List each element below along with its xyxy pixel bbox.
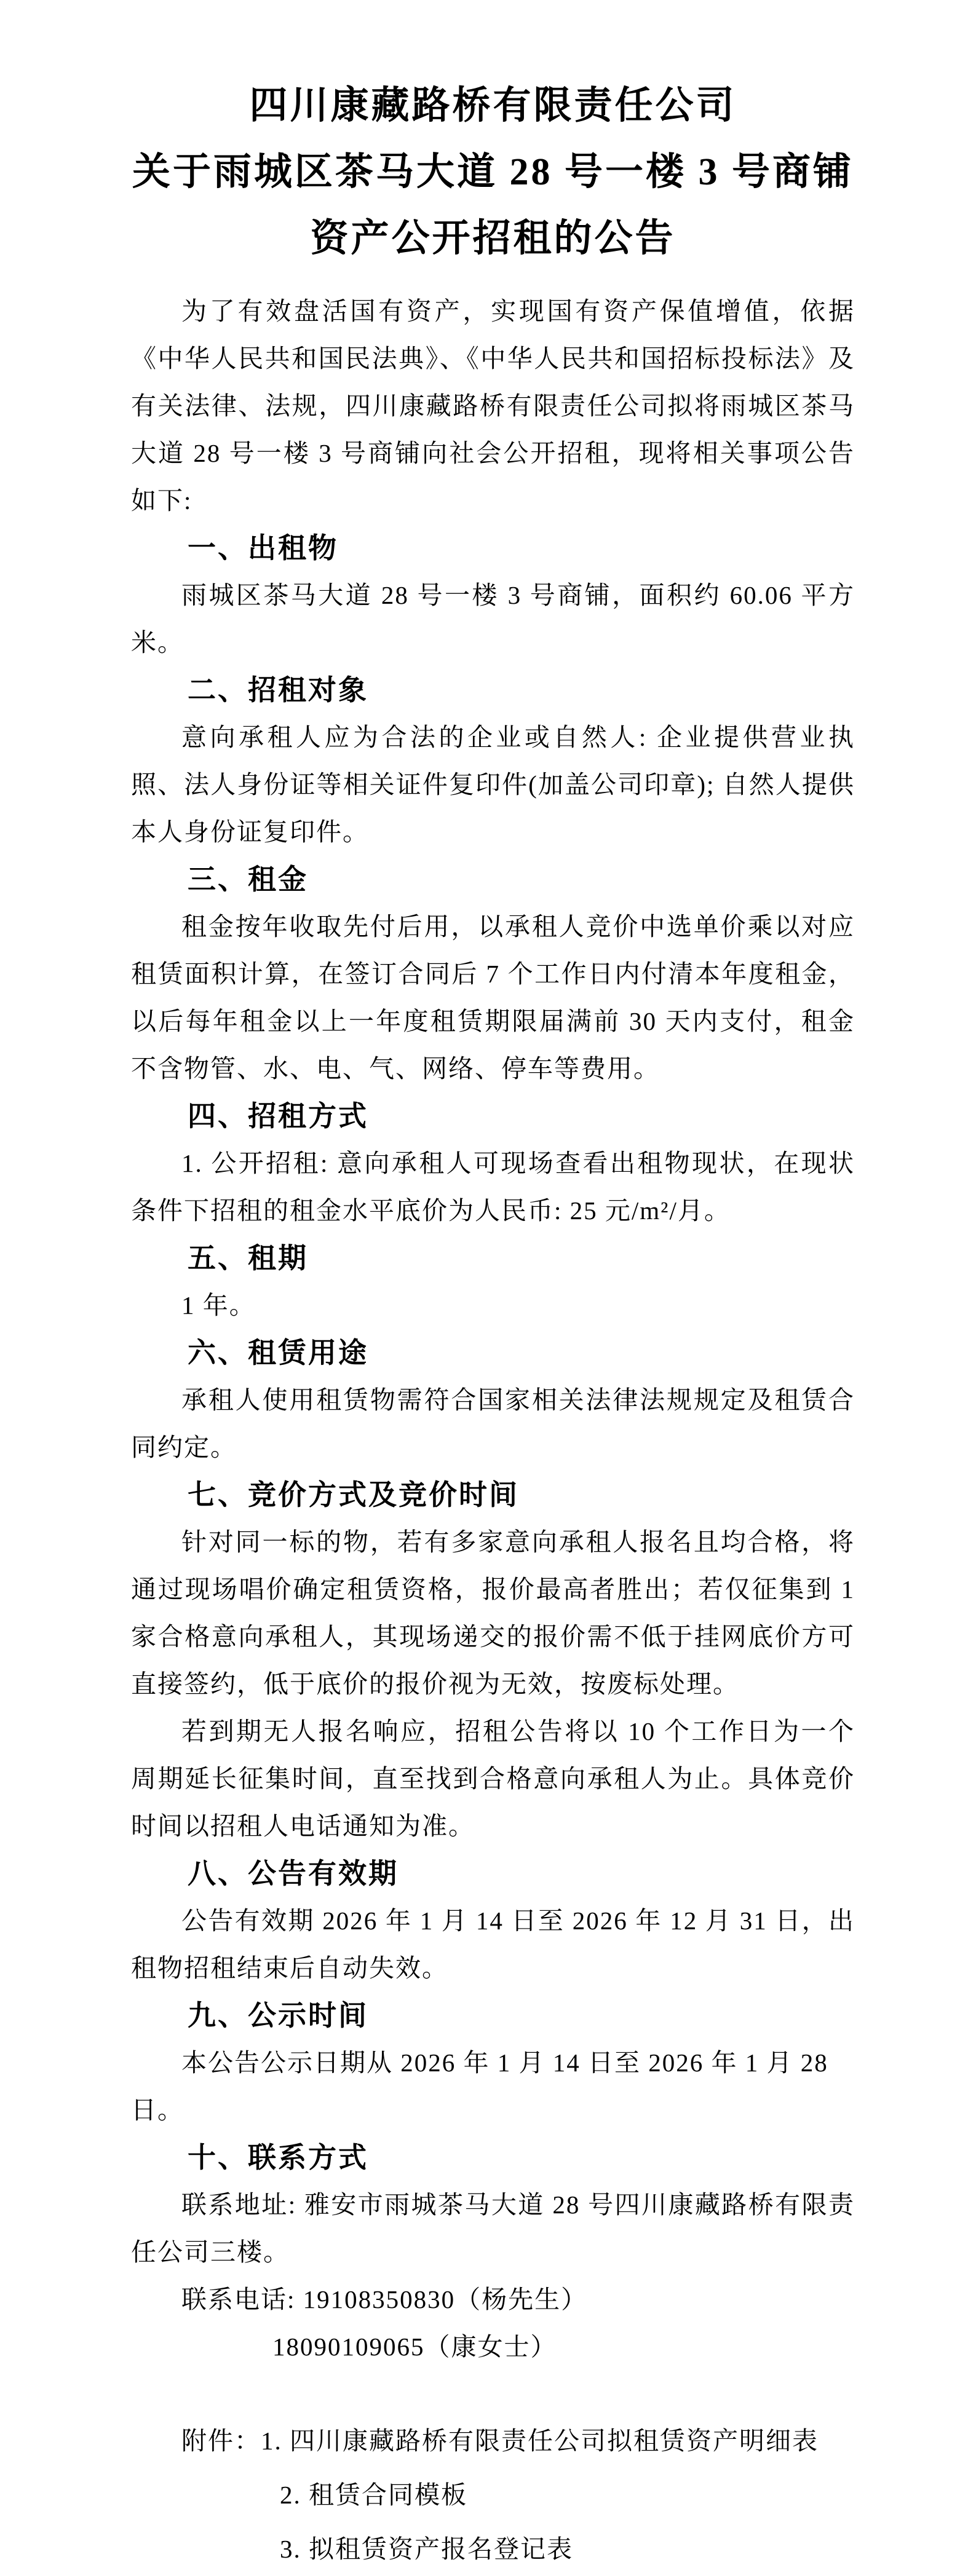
section-heading-1: 一、出租物	[188, 532, 338, 564]
section-heading-8: 八、公告有效期	[188, 1857, 399, 1889]
section-8-paragraph: 公告有效期 2026 年 1 月 14 日至 2026 年 12 月 31 日，出租物招租结束后自动失效。	[131, 1906, 855, 1982]
attachment-item-1-text: 1. 四川康藏路桥有限责任公司拟租赁资产明细表	[261, 2427, 819, 2455]
section-4-paragraph: 1. 公开招租: 意向承租人可现场查看出租物现状，在现状条件下招租的租金水平底价为人民币: 25 元/m²/月。	[131, 1149, 855, 1225]
attachments-label: 附件：	[181, 2427, 261, 2455]
contact-phone-2: 18090109065（康女士）	[272, 2333, 557, 2361]
title-line-1: 四川康藏路桥有限责任公司	[249, 85, 737, 127]
contact-address: 联系地址: 雅安市雨城茶马大道 28 号四川康藏路桥有限责任公司三楼。	[131, 2191, 855, 2266]
section-5-paragraph: 1 年。	[181, 1291, 256, 1319]
section-2-paragraph: 意向承租人应为合法的企业或自然人: 企业提供营业执照、法人身份证等相关证件复印件(加盖公司印章); 自然人提供本人身份证复印件。	[131, 723, 855, 846]
section-heading-10: 十、联系方式	[188, 2141, 368, 2173]
section-7-paragraph-2: 若到期无人报名响应，招租公告将以 10 个工作日为一个周期延长征集时间，直至找到合格意向承租人为止。具体竞价时间以招租人电话通知为准。	[131, 1717, 855, 1840]
section-heading-2: 二、招租对象	[188, 674, 368, 706]
section-heading-9: 九、公示时间	[188, 1999, 368, 2031]
intro-paragraph: 为了有效盘活国有资产，实现国有资产保值增值，依据《中华人民共和国民法典》、《中华人民共和国招标投标法》及有关法律、法规，四川康藏路桥有限责任公司拟将雨城区茶马大道 28 号一楼 3 号商铺向社会公开招租，现将相关事项公告如下:	[131, 297, 855, 515]
attachment-item-2: 2. 租赁合同模板	[280, 2481, 467, 2509]
section-6-paragraph: 承租人使用租赁物需符合国家相关法律法规规定及租赁合同约定。	[131, 1386, 855, 1461]
section-heading-6: 六、租赁用途	[188, 1337, 368, 1369]
title-line-2: 关于雨城区茶马大道 28 号一楼 3 号商铺	[132, 151, 854, 193]
section-7-paragraph-1: 针对同一标的物，若有多家意向承租人报名且均合格，将通过现场唱价确定租赁资格，报价最高者胜出；若仅征集到 1 家合格意向承租人，其现场递交的报价需不低于挂网底价方可直接签约，低于底价的报价视为无效，按废标处理。	[131, 1528, 855, 1698]
title-line-3: 资产公开招租的公告	[310, 218, 676, 259]
section-heading-4: 四、招租方式	[188, 1100, 368, 1132]
document-title	[131, 73, 855, 272]
section-3-paragraph: 租金按年收取先付后用，以承租人竞价中选单价乘以对应租赁面积计算，在签订合同后 7 个工作日内付清本年度租金，以后每年租金以上一年度租赁期限届满前 30 天内支付，租金不含物管、水、电、气、网络、停车等费用。	[131, 912, 855, 1083]
attachment-item-1	[131, 2414, 855, 2468]
attachments-block	[131, 2414, 855, 2576]
section-1-paragraph: 雨城区茶马大道 28 号一楼 3 号商铺，面积约 60.06 平方米。	[131, 581, 855, 657]
section-heading-5: 五、租期	[188, 1242, 308, 1274]
section-9-paragraph: 本公告公示日期从 2026 年 1 月 14 日至 2026 年 1 月 28 日。	[131, 2049, 828, 2124]
section-heading-7: 七、竞价方式及竞价时间	[188, 1479, 519, 1511]
attachment-item-3: 3. 拟租赁资产报名登记表	[280, 2535, 573, 2563]
section-heading-3: 三、租金	[188, 863, 308, 895]
contact-phone-1: 联系电话: 19108350830（杨先生）	[181, 2285, 588, 2313]
